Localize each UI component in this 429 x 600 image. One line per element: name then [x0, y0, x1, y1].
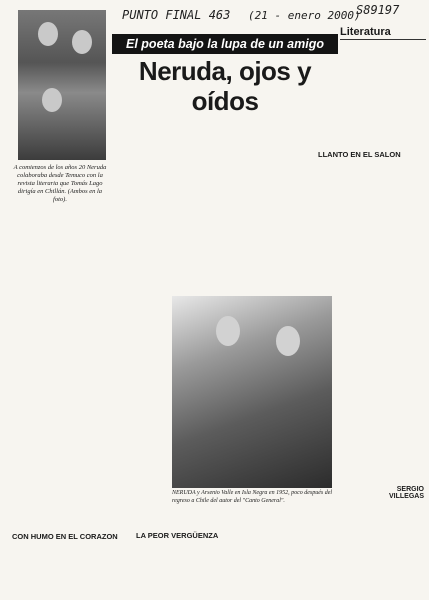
- article-byline: SERGIO VILLEGAS: [388, 486, 424, 500]
- handwritten-date-note: (21 - enero 2000): [248, 9, 361, 22]
- kicker-text: El poeta bajo la lupa de un amigo: [126, 37, 324, 51]
- photo-neruda-and-valle: [172, 296, 332, 488]
- subhead-con-humo: CON HUMO EN EL CORAZON: [12, 532, 118, 541]
- photo-face: [276, 326, 300, 356]
- handwritten-source-note: PUNTO FINAL 463: [122, 8, 231, 22]
- section-label: Literatura: [340, 26, 426, 40]
- subhead-peor-verguenza: LA PEOR VERGÜENZA: [136, 531, 219, 540]
- kicker-bar: [112, 34, 338, 54]
- photo-face: [72, 30, 92, 54]
- article-headline: Neruda, ojos y oídos: [138, 56, 312, 116]
- subhead-llanto-en-el-salon: LLANTO EN EL SALON: [318, 150, 401, 159]
- photo-top-caption: A comienzos de los años 20 Neruda colaboraba desde Temuco con la revista literaria que Tomás Lago dirigía en Chillán. (Ambos en la foto).: [13, 164, 107, 203]
- handwritten-archive-code: S89197: [356, 3, 400, 17]
- photo-neruda-and-lago: [18, 10, 106, 160]
- photo-face: [216, 316, 240, 346]
- photo-face: [38, 22, 58, 46]
- photo-face: [42, 88, 62, 112]
- photo-main-caption: NERUDA y Arsenio Valle en Isla Negra en 1952, poco después del regreso a Chile del autor del "Canto General".: [172, 490, 333, 504]
